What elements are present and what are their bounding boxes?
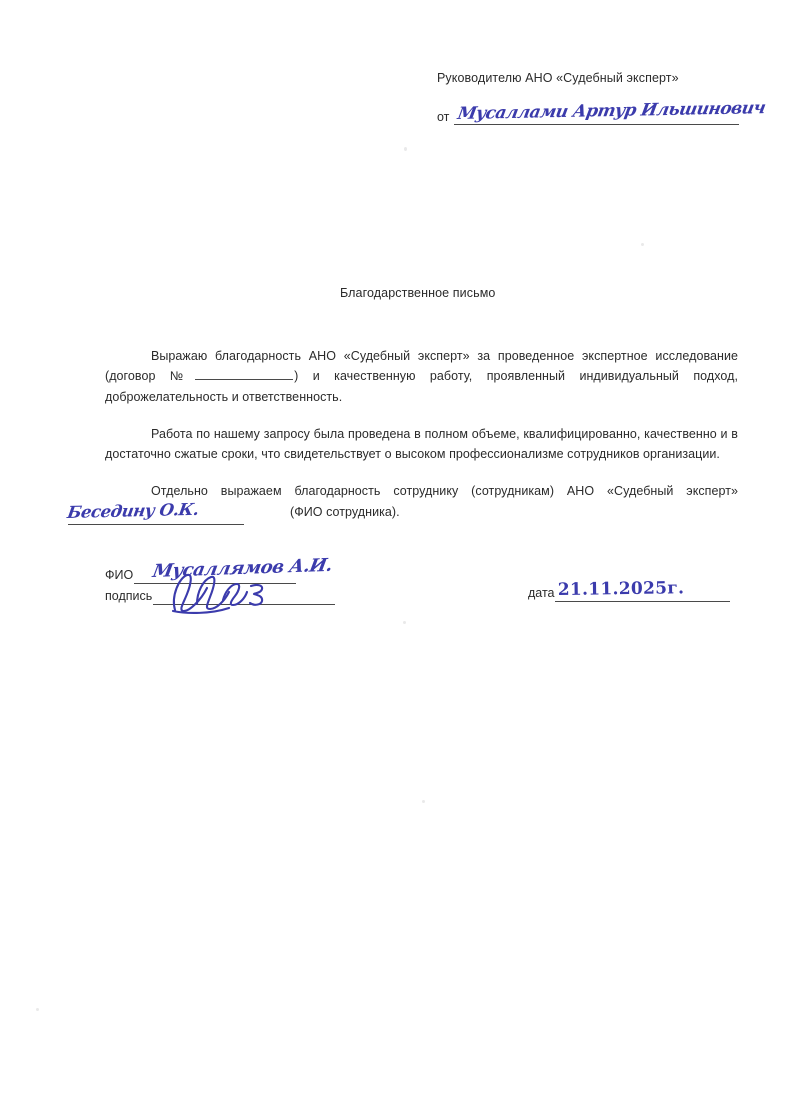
paragraph-3-line-1: Отдельно выражаем благодарность сотруднику (сотрудникам) АНО «Судебный эксперт» <box>151 484 738 499</box>
fio-handwriting: Мусаллямов А.И. <box>151 554 334 582</box>
date-rule[interactable] <box>555 578 730 602</box>
sender-label: от <box>437 110 450 124</box>
staff-name-rule <box>68 524 244 525</box>
date-handwriting: 21.11.2025г. <box>557 578 684 600</box>
paragraph-1 <box>105 346 738 407</box>
date-row <box>528 578 730 602</box>
scan-speck <box>403 621 406 624</box>
scan-speck <box>404 147 407 151</box>
scan-speck <box>641 243 644 246</box>
paragraph-1-text-after-blank: ) и качественную работу, проявленный индивидуальный подход, доброжелательность и ответственность. <box>105 369 738 404</box>
signature-block <box>105 554 345 605</box>
document-title: Благодарственное письмо <box>340 286 496 300</box>
scan-speck <box>422 800 425 803</box>
document-body <box>105 346 738 522</box>
podpis-label: подпись <box>105 589 153 603</box>
scan-speck <box>36 1008 39 1011</box>
sender-rule <box>454 98 768 125</box>
date-label: дата <box>528 586 555 600</box>
sender-handwriting: Мусаллами Артур Ильшинович <box>456 98 768 124</box>
addressee-line: Руководителю АНО «Судебный эксперт» <box>437 71 679 85</box>
paragraph-2: Работа по нашему запросу была проведена в полном объеме, квалифицированно, качественно и в достаточно сжатые сроки, что свидетельствует о высоком профессионализме сотрудников организации. <box>105 426 738 461</box>
sender-row <box>437 98 768 125</box>
signature-flourish-icon <box>167 570 287 614</box>
staff-name-field[interactable] <box>66 500 251 526</box>
fio-label: ФИО <box>105 568 134 582</box>
staff-name-handwriting: Беседину О.К. <box>66 499 201 522</box>
podpis-row <box>105 584 345 605</box>
contract-number-blank[interactable] <box>195 369 293 380</box>
paragraph-1-text-before-blank: Выражаю благодарность АНО «Судебный эксперт» за проведенное экспертное исследование (договор № <box>105 349 738 384</box>
paragraph-3-line-2-suffix: (ФИО сотрудника). <box>290 504 400 519</box>
